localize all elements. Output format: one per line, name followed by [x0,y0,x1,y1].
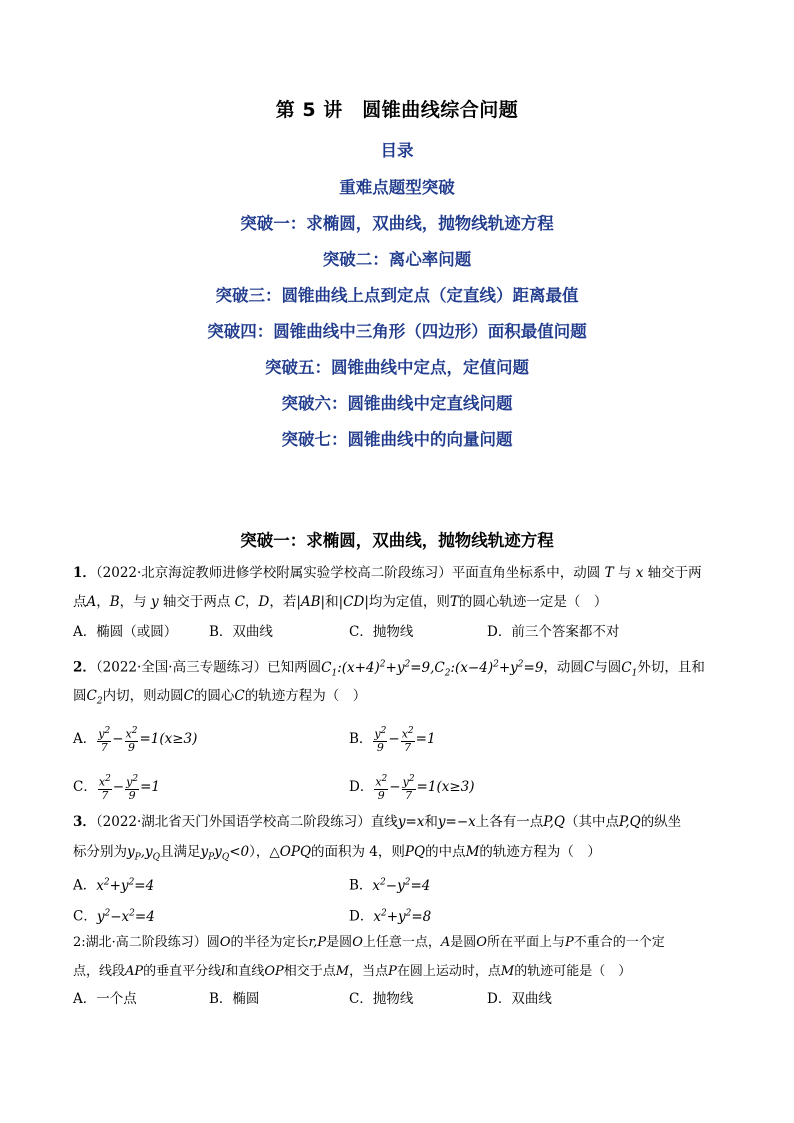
option-a[interactable]: A．$x^2+y^2=4$ [73,877,155,894]
option-c[interactable]: C．$y^2-x^2=4$ [73,908,155,925]
question-source: （2022·北京海淀教师进修学校附属实验学校高二阶段练习） [95,565,452,581]
question-source: （2022·全国·高三专题练习） [95,659,268,676]
toc-item[interactable]: 突破五：圆锥曲线中定点，定值问题 [265,358,529,377]
question-1-line-1: 1．（2022·北京海淀教师进修学校附属实验学校高二阶段练习）平面直角坐标系中，动圆 T 与 x 轴交于两 [73,565,702,581]
question-3-line-2: 标分别为$y_P,y_Q$且满足$y_Py_Q<0$），△OPQ的面积为 4，则PQ的中点M的轨迹方程为（ ） [73,844,601,863]
toc-item[interactable]: 突破二：离心率问题 [322,250,472,269]
toc-item[interactable]: 突破七：圆锥曲线中的向量问题 [281,430,513,449]
question-2-line-1: 2．（2022·全国·高三专题练习）已知两圆$C_1:(x+4)^2+y^2=9,C_2:(x-4)^2+y^2=9$，动圆C与圆$C_1$外切，且和 [73,659,705,679]
option-d[interactable]: D． $\frac{x^2}{9}$ − $\frac{y^2}{7}$ =1(x≥3) [349,774,475,802]
option-d[interactable]: D．$x^2+y^2=8$ [349,908,432,925]
option-b[interactable]: B．$x^2-y^2=4$ [349,877,431,894]
toc-heading: 目录 [380,141,414,160]
toc-item[interactable]: 突破三：圆锥曲线上点到定点（定直线）距离最值 [215,286,579,305]
toc-item[interactable]: 突破六：圆锥曲线中定直线问题 [281,394,513,413]
question-2-line-2: 圆$C_2$内切，则动圆C的圆心C的轨迹方程为（ ） [73,688,367,707]
question-source: 2:湖北·高二阶段练习） [73,935,207,950]
option-b[interactable]: B．椭圆 [209,991,260,1007]
page-title: 第 5 讲 圆锥曲线综合问题 [275,99,519,121]
question-number: 3． [73,814,96,830]
option-d[interactable]: D．双曲线 [487,991,552,1007]
toc-item[interactable]: 突破一：求椭圆，双曲线，抛物线轨迹方程 [240,214,554,233]
option-d[interactable]: D．前三个答案都不对 [487,624,620,640]
question-number: 2． [73,659,96,676]
question-4-line-1: 2:湖北·高二阶段练习）圆O的半径为定长r,P是圆O上任意一点，A是圆O所在平面上与P不重合的一个定 [73,935,665,950]
section-title: 突破一：求椭圆，双曲线，抛物线轨迹方程 [240,531,554,550]
option-a[interactable]: A．一个点 [73,991,137,1007]
option-a[interactable]: A． $\frac{y^2}{7}$ − $\frac{x^2}{9}$ =1(x≥3) [73,726,198,754]
option-c[interactable]: C． $\frac{x^2}{7}$ − $\frac{y^2}{9}$ =1 [73,774,160,802]
option-c[interactable]: C．抛物线 [349,624,414,640]
question-4-line-2: 点，线段AP的垂直平分线l和直线OP相交于点M，当点P在圆上运动时，点M的轨迹可能是（ ） [73,964,632,979]
toc-subheading: 重难点题型突破 [339,178,455,197]
toc-item[interactable]: 突破四：圆锥曲线中三角形（四边形）面积最值问题 [207,322,587,341]
question-3-line-1: 3．（2022·湖北省天门外国语学校高二阶段练习）直线y=x和y=−x上各有一点P,Q（其中点P,Q的纵坐 [73,814,682,830]
option-b[interactable]: B． $\frac{y^2}{9}$ − $\frac{x^2}{7}$ =1 [349,726,436,754]
option-b[interactable]: B．双曲线 [209,624,273,640]
question-number: 1． [73,565,96,581]
option-c[interactable]: C．抛物线 [349,991,414,1007]
option-a[interactable]: A．椭圆（或圆） [73,624,178,640]
question-1-line-2: 点A，B，与 y 轴交于两点 C，D，若|AB|和|CD|均为定值，则T的圆心轨迹一定是（ ） [73,594,608,610]
question-source: （2022·湖北省天门外国语学校高二阶段练习） [95,814,371,830]
